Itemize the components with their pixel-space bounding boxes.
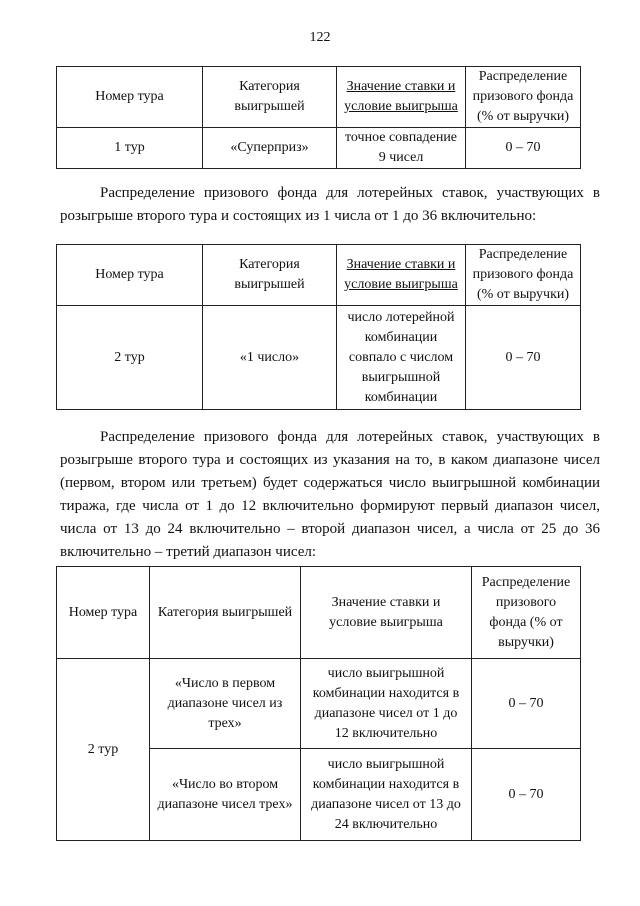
cell-tour: 2 тур bbox=[57, 306, 203, 410]
cell-category: «1 число» bbox=[203, 306, 337, 410]
header-distribution: Распределение призового фонда (% от выручки) bbox=[466, 245, 581, 306]
prize-table-tour-1 bbox=[56, 66, 581, 169]
prize-table-tour-2-ranges bbox=[56, 566, 581, 841]
header-distribution: Распределение призового фонда (% от выручки) bbox=[466, 67, 581, 128]
header-distribution: Распределение призового фонда (% от выручки) bbox=[472, 567, 581, 659]
cell-distribution: 0 – 70 bbox=[472, 749, 581, 841]
cell-distribution: 0 – 70 bbox=[472, 659, 581, 749]
header-condition: Значение ставки и условие выигрыша bbox=[337, 67, 466, 128]
cell-category: «Число во втором диапазоне чисел трех» bbox=[150, 749, 301, 841]
cell-category: «Суперприз» bbox=[203, 128, 337, 169]
header-category: Категория выигрышей bbox=[203, 67, 337, 128]
cell-tour: 1 тур bbox=[57, 128, 203, 169]
header-tour-number: Номер тура bbox=[57, 245, 203, 306]
paragraph-1: Распределение призового фонда для лотерейных ставок, участвующих в розыгрыше второго тура и состоящих из 1 числа от 1 до 36 включительно: bbox=[60, 185, 600, 224]
cell-condition: число лотерейной комбинации совпало с числом выигрышной комбинации bbox=[337, 306, 466, 410]
cell-condition: число выигрышной комбинации находится в диапазоне чисел от 1 до 12 включительно bbox=[301, 659, 472, 749]
header-condition: Значение ставки и условие выигрыша bbox=[337, 245, 466, 306]
paragraph-2: Распределение призового фонда для лотерейных ставок, участвующих в розыгрыше второго тура и состоящих из указания на то, в каком диапазоне чисел (первом, втором или третьем) будет содержаться число выигрышной комбинации тиража, где числа от 1 до 12 включительно формируют первый диапазон чисел, числа от 13 до 24 включительно – второй диапазон чисел, а числа от 25 до 36 включительно – третий диапазон чисел: bbox=[60, 429, 600, 560]
cell-tour: 2 тур bbox=[57, 659, 150, 841]
cell-distribution: 0 – 70 bbox=[466, 128, 581, 169]
cell-condition: точное совпадение 9 чисел bbox=[337, 128, 466, 169]
prize-table-tour-2-single bbox=[56, 244, 581, 410]
cell-category: «Число в первом диапазоне чисел из трех» bbox=[150, 659, 301, 749]
header-category: Категория выигрышей bbox=[203, 245, 337, 306]
header-condition: Значение ставки и условие выигрыша bbox=[301, 567, 472, 659]
header-category: Категория выигрышей bbox=[150, 567, 301, 659]
page-number: 122 bbox=[309, 30, 331, 45]
header-tour-number: Номер тура bbox=[57, 67, 203, 128]
cell-distribution: 0 – 70 bbox=[466, 306, 581, 410]
header-tour-number: Номер тура bbox=[57, 567, 150, 659]
cell-condition: число выигрышной комбинации находится в диапазоне чисел от 13 до 24 включительно bbox=[301, 749, 472, 841]
